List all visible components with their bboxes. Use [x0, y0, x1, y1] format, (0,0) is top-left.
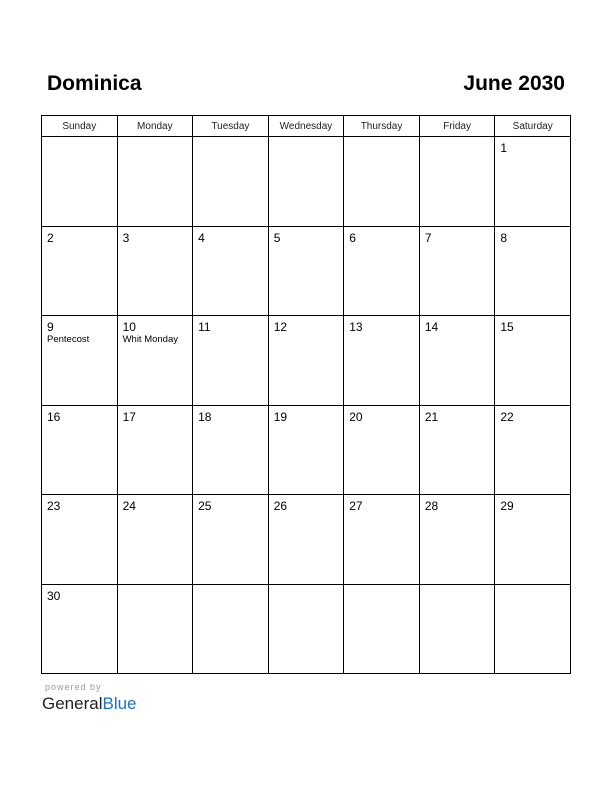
day-number: 28: [424, 499, 439, 513]
day-cell: [117, 137, 193, 227]
weekday-tuesday: Tuesday: [193, 116, 269, 137]
powered-by-label: powered by: [45, 682, 102, 692]
day-number: 12: [273, 320, 288, 334]
weekday-header-row: [42, 116, 571, 137]
day-cell: [268, 226, 344, 316]
day-cell: [193, 584, 269, 674]
day-cell: [419, 226, 495, 316]
day-number: 7: [424, 230, 432, 245]
weekday-thursday: Thursday: [344, 116, 420, 137]
day-number: 2: [47, 230, 54, 245]
day-number: 27: [349, 499, 363, 513]
day-cell: [495, 584, 571, 674]
day-number: 20: [349, 409, 363, 424]
country-title: Dominica: [47, 72, 142, 95]
day-cell: [268, 405, 344, 495]
day-cell: [117, 584, 193, 674]
day-number: 8: [500, 230, 508, 245]
day-number: 26: [273, 499, 288, 513]
day-cell: [344, 316, 420, 406]
day-number: 18: [198, 409, 212, 424]
day-cell: [495, 226, 571, 316]
day-number: 10: [122, 320, 136, 334]
week-row: [42, 405, 571, 495]
day-number: 13: [349, 320, 363, 334]
week-row: [42, 495, 571, 585]
day-cell: [193, 316, 269, 406]
day-number: 30: [47, 588, 61, 603]
day-number: 4: [198, 230, 205, 245]
day-number: 21: [424, 409, 439, 424]
week-row: [42, 316, 571, 406]
brand-name-general: General: [42, 694, 103, 713]
day-cell: [495, 495, 571, 585]
day-cell: [344, 584, 420, 674]
day-cell: [268, 316, 344, 406]
day-number: 9: [47, 320, 54, 334]
weekday-friday: Friday: [419, 116, 495, 137]
brand-name-blue: Blue: [102, 694, 137, 713]
day-number: 23: [47, 499, 61, 513]
weekday-sunday: Sunday: [42, 116, 118, 137]
day-number: 11: [198, 320, 211, 334]
day-cell: [268, 495, 344, 585]
day-cell: [42, 226, 118, 316]
day-number: 5: [273, 230, 281, 245]
holiday-label: Pentecost: [47, 334, 90, 345]
day-number: 3: [122, 230, 130, 245]
calendar-grid: [41, 115, 571, 674]
day-number: 16: [47, 409, 61, 424]
day-cell: [344, 226, 420, 316]
day-cell: [419, 137, 495, 227]
day-number: 17: [122, 409, 136, 424]
day-cell: [419, 495, 495, 585]
weekday-monday: Monday: [117, 116, 193, 137]
weekday-wednesday: Wednesday: [268, 116, 344, 137]
day-cell: [193, 495, 269, 585]
day-cell: [419, 405, 495, 495]
day-cell: [344, 405, 420, 495]
day-cell: [495, 316, 571, 406]
holiday-label: Whit Monday: [122, 334, 178, 345]
day-cell: [117, 495, 193, 585]
week-row: [42, 584, 571, 674]
day-number: 29: [500, 499, 514, 513]
day-number: 14: [424, 320, 439, 334]
day-cell: [419, 316, 495, 406]
day-cell: [42, 584, 118, 674]
day-number: 24: [122, 499, 136, 513]
day-cell: [419, 584, 495, 674]
day-number: 1: [500, 141, 508, 155]
weekday-saturday: Saturday: [495, 116, 571, 137]
day-cell: [344, 495, 420, 585]
day-cell: [42, 495, 118, 585]
day-cell: [344, 137, 420, 227]
day-cell: [117, 405, 193, 495]
day-cell: [193, 226, 269, 316]
day-cell: [42, 137, 118, 227]
day-number: 15: [500, 320, 514, 334]
day-number: 19: [273, 409, 288, 424]
day-number: 22: [500, 409, 514, 424]
day-cell: [42, 405, 118, 495]
day-cell: [495, 137, 571, 227]
day-number: 25: [198, 499, 212, 513]
day-cell: [117, 226, 193, 316]
day-cell: [193, 137, 269, 227]
week-row: [42, 137, 571, 227]
day-cell: [268, 584, 344, 674]
day-cell: [268, 137, 344, 227]
week-row: [42, 226, 571, 316]
day-cell: [193, 405, 269, 495]
day-cell: [42, 316, 118, 406]
day-cell: [117, 316, 193, 406]
brand-logo[interactable]: [42, 694, 137, 714]
day-cell: [495, 405, 571, 495]
month-title: June 2030: [463, 72, 565, 95]
day-number: 6: [349, 230, 356, 245]
